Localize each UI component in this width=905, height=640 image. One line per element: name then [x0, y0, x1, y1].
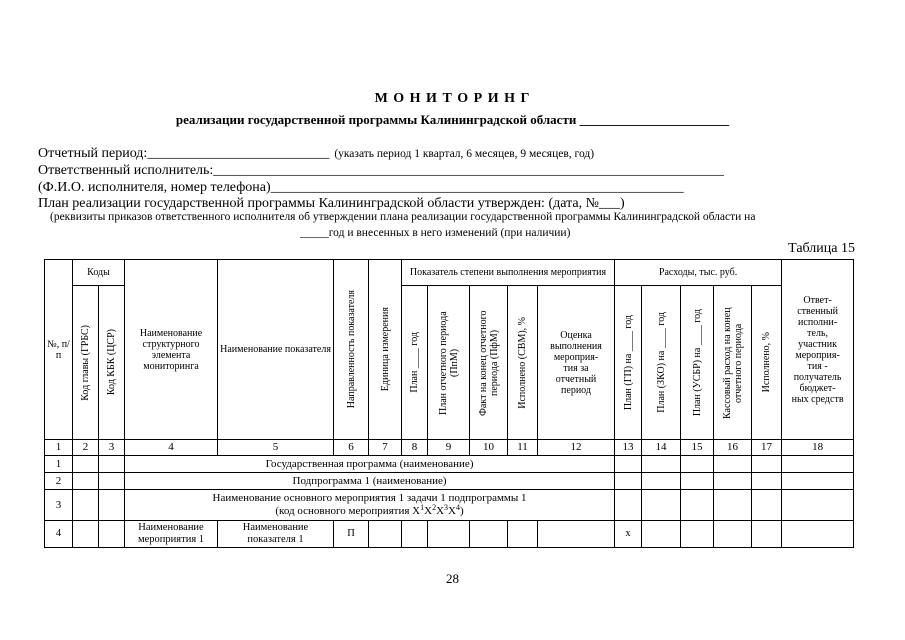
header-plan-usbr-label: План (УСБР) на ____ год	[691, 308, 703, 417]
column-number: 16	[714, 440, 752, 456]
cell-assessment	[538, 521, 615, 548]
row-number: 4	[45, 521, 73, 548]
code-part-index: 2	[432, 503, 437, 512]
column-number: 10	[470, 440, 508, 456]
cell-done-percent	[752, 490, 782, 521]
row-title: Государственная программа (наименование)	[125, 456, 615, 473]
plan-note-line-1: (реквизиты приказов ответственного исполнителя об утверждении плана реализации государственной программы Калининградской области на	[50, 211, 756, 223]
column-number: 18	[782, 440, 854, 456]
header-done-percent-label: Исполнено, %	[761, 332, 773, 393]
header-indicator-direction-label: Направленность показателя	[345, 290, 357, 409]
header-plan-zko	[642, 286, 681, 440]
header-fact	[470, 286, 508, 440]
cell-plan-gp: х	[615, 521, 642, 548]
cell-done-percent	[752, 473, 782, 490]
header-done-svm	[508, 286, 538, 440]
header-plan-usbr	[681, 286, 714, 440]
header-plan-period	[428, 286, 470, 440]
cell-responsible	[782, 473, 854, 490]
cell-unit	[369, 521, 402, 548]
header-code-kbk	[99, 286, 125, 440]
contact-blank: ___________________________________________________________	[270, 180, 684, 195]
monitoring-table	[44, 259, 854, 548]
cell-code-grbs	[73, 473, 99, 490]
cell-plan-usbr	[681, 521, 714, 548]
table-row	[45, 456, 854, 473]
cell-fact	[470, 521, 508, 548]
report-period-blank: __________________________	[147, 146, 330, 161]
subtitle-blank: _______________________	[579, 112, 730, 127]
row-title: Наименование основного мероприятия 1 задачи 1 подпрограммы 1	[212, 492, 527, 504]
column-number: 9	[428, 440, 470, 456]
main-activity-code	[126, 505, 613, 518]
code-part-index: 1	[420, 503, 425, 512]
cell-cash-expense	[714, 490, 752, 521]
row-number: 1	[45, 456, 73, 473]
cell-plan-zko	[642, 473, 681, 490]
cell-plan-period	[428, 521, 470, 548]
cell-code-kbk	[99, 473, 125, 490]
header-plan-gp-label: План (ГП) на ____ год	[622, 314, 634, 411]
header-row-top	[45, 260, 854, 286]
code-part-index: 3	[444, 503, 449, 512]
header-cash-expense-label: Кассовый расход на конец отчетного периода	[721, 306, 744, 419]
cell-plan-usbr	[681, 490, 714, 521]
cell-responsible	[782, 521, 854, 548]
table-row	[45, 521, 854, 548]
document-subtitle	[0, 112, 905, 128]
cell-done-percent	[752, 521, 782, 548]
contact-label: (Ф.И.О. исполнителя, номер телефона)	[38, 180, 271, 195]
header-assessment-label: Оценка выполнения мероприя-тия за отчетный период	[550, 329, 602, 396]
cell-code-grbs	[73, 490, 99, 521]
column-number: 13	[615, 440, 642, 456]
header-plan-zko-label: План (ЗКО) на ____ год	[655, 312, 667, 413]
header-progress-group: Показатель степени выполнения мероприятия	[402, 260, 615, 286]
header-plan-year	[402, 286, 428, 440]
cell-plan-usbr	[681, 456, 714, 473]
code-suffix: )	[459, 505, 464, 517]
cell-plan-gp	[615, 490, 642, 521]
header-done-svm-label: Исполнено (СВМ), %	[517, 316, 529, 409]
cell-done-svm	[508, 521, 538, 548]
cell-code-grbs	[73, 456, 99, 473]
header-plan-year-label: План ____ год	[409, 332, 421, 393]
header-codes: Коды	[73, 260, 125, 286]
table-caption: Таблица 15	[788, 241, 855, 256]
column-number: 6	[334, 440, 369, 456]
report-period-label: Отчетный период:	[38, 146, 148, 161]
header-done-percent	[752, 286, 782, 440]
cell-cash-expense	[714, 456, 752, 473]
responsible-line	[38, 162, 724, 179]
header-structural-element: Наименование структурного элемента мониторинга	[125, 260, 218, 440]
column-number: 11	[508, 440, 538, 456]
cell-code-grbs	[73, 521, 99, 548]
report-period-line	[38, 145, 594, 163]
header-fact-label: Факт на конец отчетного периода (ПфМ)	[477, 309, 500, 416]
column-number: 15	[681, 440, 714, 456]
code-part: X	[436, 505, 445, 517]
header-code-kbk-label: Код КБК (ЦСР)	[106, 329, 117, 396]
cell-responsible	[782, 456, 854, 473]
header-plan-gp	[615, 286, 642, 440]
code-part-index: 4	[455, 503, 460, 512]
column-number: 12	[538, 440, 615, 456]
table-row	[45, 490, 854, 521]
column-number: 2	[73, 440, 99, 456]
column-numbers-row	[45, 440, 854, 456]
column-number: 14	[642, 440, 681, 456]
row-number: 2	[45, 473, 73, 490]
document-title: М О Н И Т О Р И Н Г	[374, 91, 531, 106]
row-number: 3	[45, 490, 73, 521]
cell-structural-element: Наименование мероприятия 1	[125, 521, 218, 548]
header-responsible	[782, 260, 854, 440]
row-title: Подпрограмма 1 (наименование)	[125, 473, 615, 490]
header-indicator-name: Наименование показателя	[218, 260, 334, 440]
header-plan-period-label: План отчетного периода (ПпМ)	[437, 310, 460, 415]
header-cash-expense	[714, 286, 752, 440]
responsible-label: Ответственный исполнитель:	[38, 163, 214, 178]
code-prefix: (код основного мероприятия	[275, 505, 413, 517]
page-number: 28	[446, 571, 459, 586]
header-number: №, п/п	[45, 260, 73, 440]
header-responsible-label: Ответ-ственный исполни-тель, участник мероприя-тия - получатель бюджет-ных средств	[791, 294, 844, 405]
cell-cash-expense	[714, 473, 752, 490]
header-code-grbs-label: Код главы (ГРБС)	[80, 324, 91, 401]
cell-plan-zko	[642, 490, 681, 521]
code-part: X	[448, 505, 456, 517]
row-title-cell	[125, 490, 615, 521]
subtitle-text: реализации государственной программы Калининградской области	[175, 112, 580, 127]
cell-done-percent	[752, 456, 782, 473]
column-number: 5	[218, 440, 334, 456]
cell-plan-year	[402, 521, 428, 548]
cell-responsible	[782, 490, 854, 521]
code-part: X	[424, 505, 433, 517]
cell-plan-gp	[615, 456, 642, 473]
column-number: 8	[402, 440, 428, 456]
cell-cash-expense	[714, 521, 752, 548]
header-indicator-direction	[334, 260, 369, 440]
column-number: 17	[752, 440, 782, 456]
cell-code-kbk	[99, 521, 125, 548]
cell-plan-gp	[615, 473, 642, 490]
cell-plan-zko	[642, 456, 681, 473]
table-row	[45, 473, 854, 490]
header-assessment	[538, 286, 615, 440]
cell-indicator-direction: П	[334, 521, 369, 548]
header-expenses-group: Расходы, тыс. руб.	[615, 260, 782, 286]
contact-line	[38, 179, 684, 196]
cell-indicator-name: Наименование показателя 1	[218, 521, 334, 548]
plan-note-line-2: _____год и внесенных в него изменений (при наличии)	[300, 227, 571, 239]
code-part: X	[412, 505, 421, 517]
column-number: 3	[99, 440, 125, 456]
responsible-blank: _________________________________________________________________________	[213, 163, 725, 178]
cell-code-kbk	[99, 456, 125, 473]
column-number: 4	[125, 440, 218, 456]
report-period-hint: (указать период 1 квартал, 6 месяцев, 9 месяцев, год)	[334, 148, 595, 160]
header-code-grbs	[73, 286, 99, 440]
cell-code-kbk	[99, 490, 125, 521]
header-unit	[369, 260, 402, 440]
column-number: 1	[45, 440, 73, 456]
cell-plan-usbr	[681, 473, 714, 490]
plan-approved-line: План реализации государственной программы Калининградской области утвержден: (дата, №___)	[38, 196, 625, 211]
cell-plan-zko	[642, 521, 681, 548]
header-unit-label: Единица измерения	[379, 307, 391, 392]
column-number: 7	[369, 440, 402, 456]
